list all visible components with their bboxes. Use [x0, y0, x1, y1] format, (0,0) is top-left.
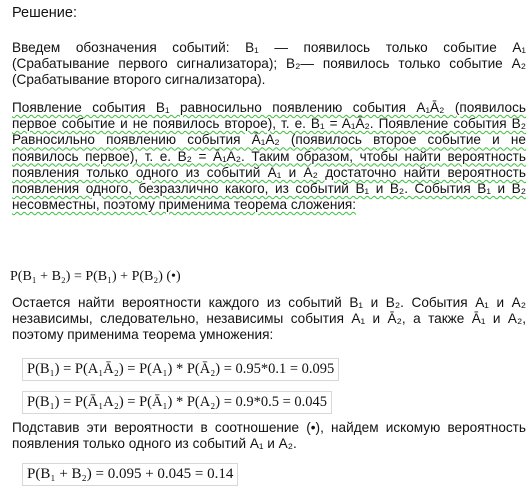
events-definition-paragraph: Введем обозначения событий: B₁ — появилось только событие A₁ (Срабатывание первого сигнализатора); B₂— появилось только событие A₂ (Срабатывание второго сигнализатора). [12, 40, 526, 88]
probability-b2-formula: P(B₁) = P(Ā₁A₂) = P(Ā₁) * P(A₂) = 0.9*0.5 = 0.045 [22, 391, 332, 414]
solution-document [6, 0, 526, 490]
equivalence-paragraph: Появление события B₁ равносильно появлению события A₁Ā₂ (появилось первое событие и не появилось второе), т. е. B₁ = A₁Ā₂. Появление события B₂ Равносильно появлению события Ā₁A₂ (появилось второе событие и не появилось первое), т. е. B₂ = Ā₁A₂. Таким образом, чтобы найти вероятность появления только одного из событий A₁ и A₂ достаточно найти вероятность появления одного, безразлично какого, из событий B₁ и B₂. События B₁ и B₂ несовместны, поэтому применима теорема сложения: [12, 100, 526, 213]
substitution-paragraph: Подставив эти вероятности в соотношение (•), найдем искомую вероятность появления только одного из событий A₁ и A₂. [12, 420, 526, 452]
independence-paragraph: Остается найти вероятности каждого из событий B₁ и B₂. События A₁ и A₂ независимы, следовательно, независимы события A₁ и Ā₂, а также Ā₁ и A₂, поэтому применима теорема умножения: [12, 295, 526, 343]
probability-b1-formula: P(B₁) = P(A₁Ā₂) = P(A₁) * P(Ā₂) = 0.95*0.1 = 0.095 [22, 358, 339, 381]
final-answer-formula: P(B₁ + B₂) = 0.095 + 0.045 = 0.14 [22, 463, 238, 486]
solution-heading: Решение: [12, 5, 77, 21]
addition-theorem-formula: P(B₁ + B₂) = P(B₁) + P(B₂) (•) [10, 269, 181, 284]
